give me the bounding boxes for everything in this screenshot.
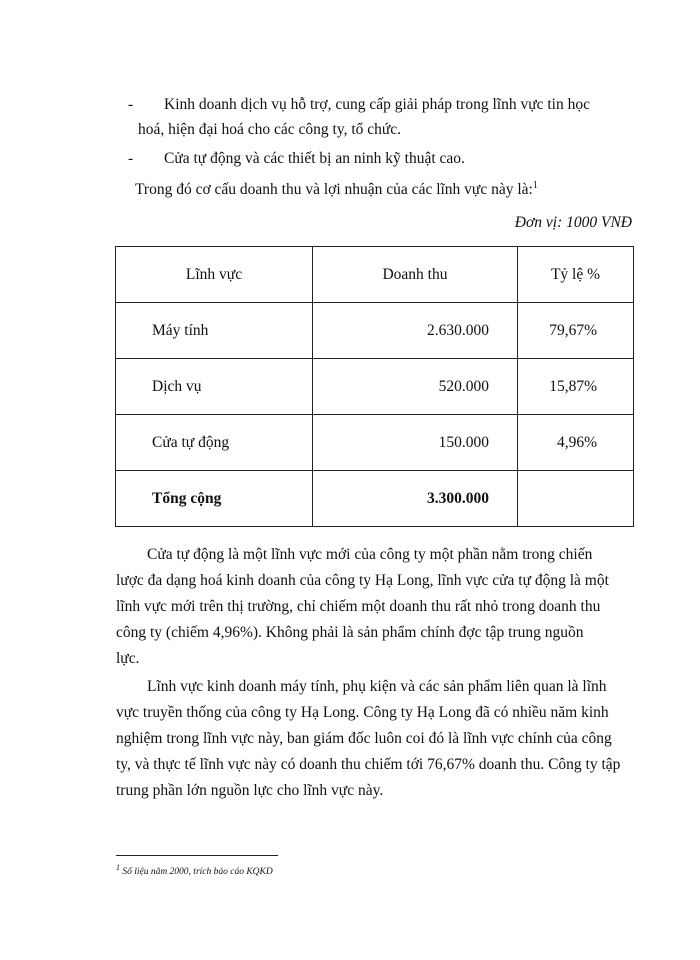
header-field: Lĩnh vực: [116, 247, 313, 303]
cell-field: Dịch vụ: [116, 359, 313, 415]
cell-revenue: 2.630.000: [313, 303, 518, 359]
bullet-mark: -: [128, 96, 134, 113]
footnote-ref[interactable]: 1: [532, 180, 538, 191]
revenue-table: [115, 246, 634, 527]
table-total-row: [116, 471, 634, 527]
paragraph: [116, 674, 634, 804]
cell-field: Máy tính: [116, 303, 313, 359]
table-row: [116, 415, 634, 471]
cell-revenue: 520.000: [313, 359, 518, 415]
footnote-number: 1: [116, 863, 120, 872]
cell-ratio: 15,87%: [518, 359, 634, 415]
total-ratio: [518, 471, 634, 527]
paragraph-line: vực truyền thống của công ty Hạ Long. Công ty Hạ Long đã có nhiều năm kinh: [116, 704, 609, 721]
paragraph-line: công ty (chiếm 4,96%). Không phải là sản phẩm chính đợc tập trung nguồn: [116, 624, 584, 641]
header-ratio: Tỷ lệ %: [518, 247, 634, 303]
bullet-text-line: Kinh doanh dịch vụ hỗ trợ, cung cấp giải pháp trong lĩnh vực tin học: [164, 96, 590, 113]
footnote-text: Số liệu năm 2000, trích báo cáo KQKD: [122, 867, 273, 878]
unit-label: Đơn vị: 1000 VNĐ: [514, 214, 632, 231]
table-row: [116, 303, 634, 359]
cell-ratio: 79,67%: [518, 303, 634, 359]
paragraph-line: ty, và thực tế lĩnh vực này có doanh thu chiếm tới 76,67% doanh thu. Công ty tập: [116, 756, 621, 773]
total-revenue: 3.300.000: [313, 471, 518, 527]
cell-revenue: 150.000: [313, 415, 518, 471]
bullet-text-line: Cửa tự động và các thiết bị an ninh kỹ thuật cao.: [164, 150, 465, 167]
header-revenue: Doanh thu: [313, 247, 518, 303]
footnote: [116, 863, 273, 877]
paragraph-line: trung phần lớn nguồn lực cho lĩnh vực này.: [116, 782, 384, 799]
paragraph-line: nghiệm trong lĩnh vực này, ban giám đốc luôn coi đó là lĩnh vực chính của công: [116, 730, 612, 747]
paragraph: [116, 542, 634, 672]
table-row: [116, 359, 634, 415]
cell-field: Cửa tự động: [116, 415, 313, 471]
footnote-divider: [116, 855, 278, 856]
bullet-item: [128, 146, 648, 171]
intro-text: Trong đó cơ cấu doanh thu và lợi nhuận của các lĩnh vực này là:: [135, 181, 533, 199]
paragraph-line: lĩnh vực mới trên thị trường, chỉ chiếm một doanh thu rất nhỏ trong doanh thu: [116, 598, 601, 615]
bullet-text-line: hoá, hiện đại hoá cho các công ty, tổ chức.: [138, 121, 402, 138]
cell-ratio: 4,96%: [518, 415, 634, 471]
table-header-row: [116, 247, 634, 303]
paragraph-line: Cửa tự động là một lĩnh vực mới của công ty một phần nằm trong chiến: [147, 546, 593, 563]
bullet-mark: -: [128, 150, 134, 167]
paragraph-line: lực.: [116, 650, 140, 667]
intro-sentence: [135, 180, 538, 199]
total-label: Tổng cộng: [116, 471, 313, 527]
bullet-item: [128, 92, 648, 142]
paragraph-line: lược đa dạng hoá kinh doanh của công ty Hạ Long, lĩnh vực cửa tự động là một: [116, 572, 609, 589]
paragraph-line: Lĩnh vực kinh doanh máy tính, phụ kiện và các sản phẩm liên quan là lĩnh: [147, 678, 607, 695]
